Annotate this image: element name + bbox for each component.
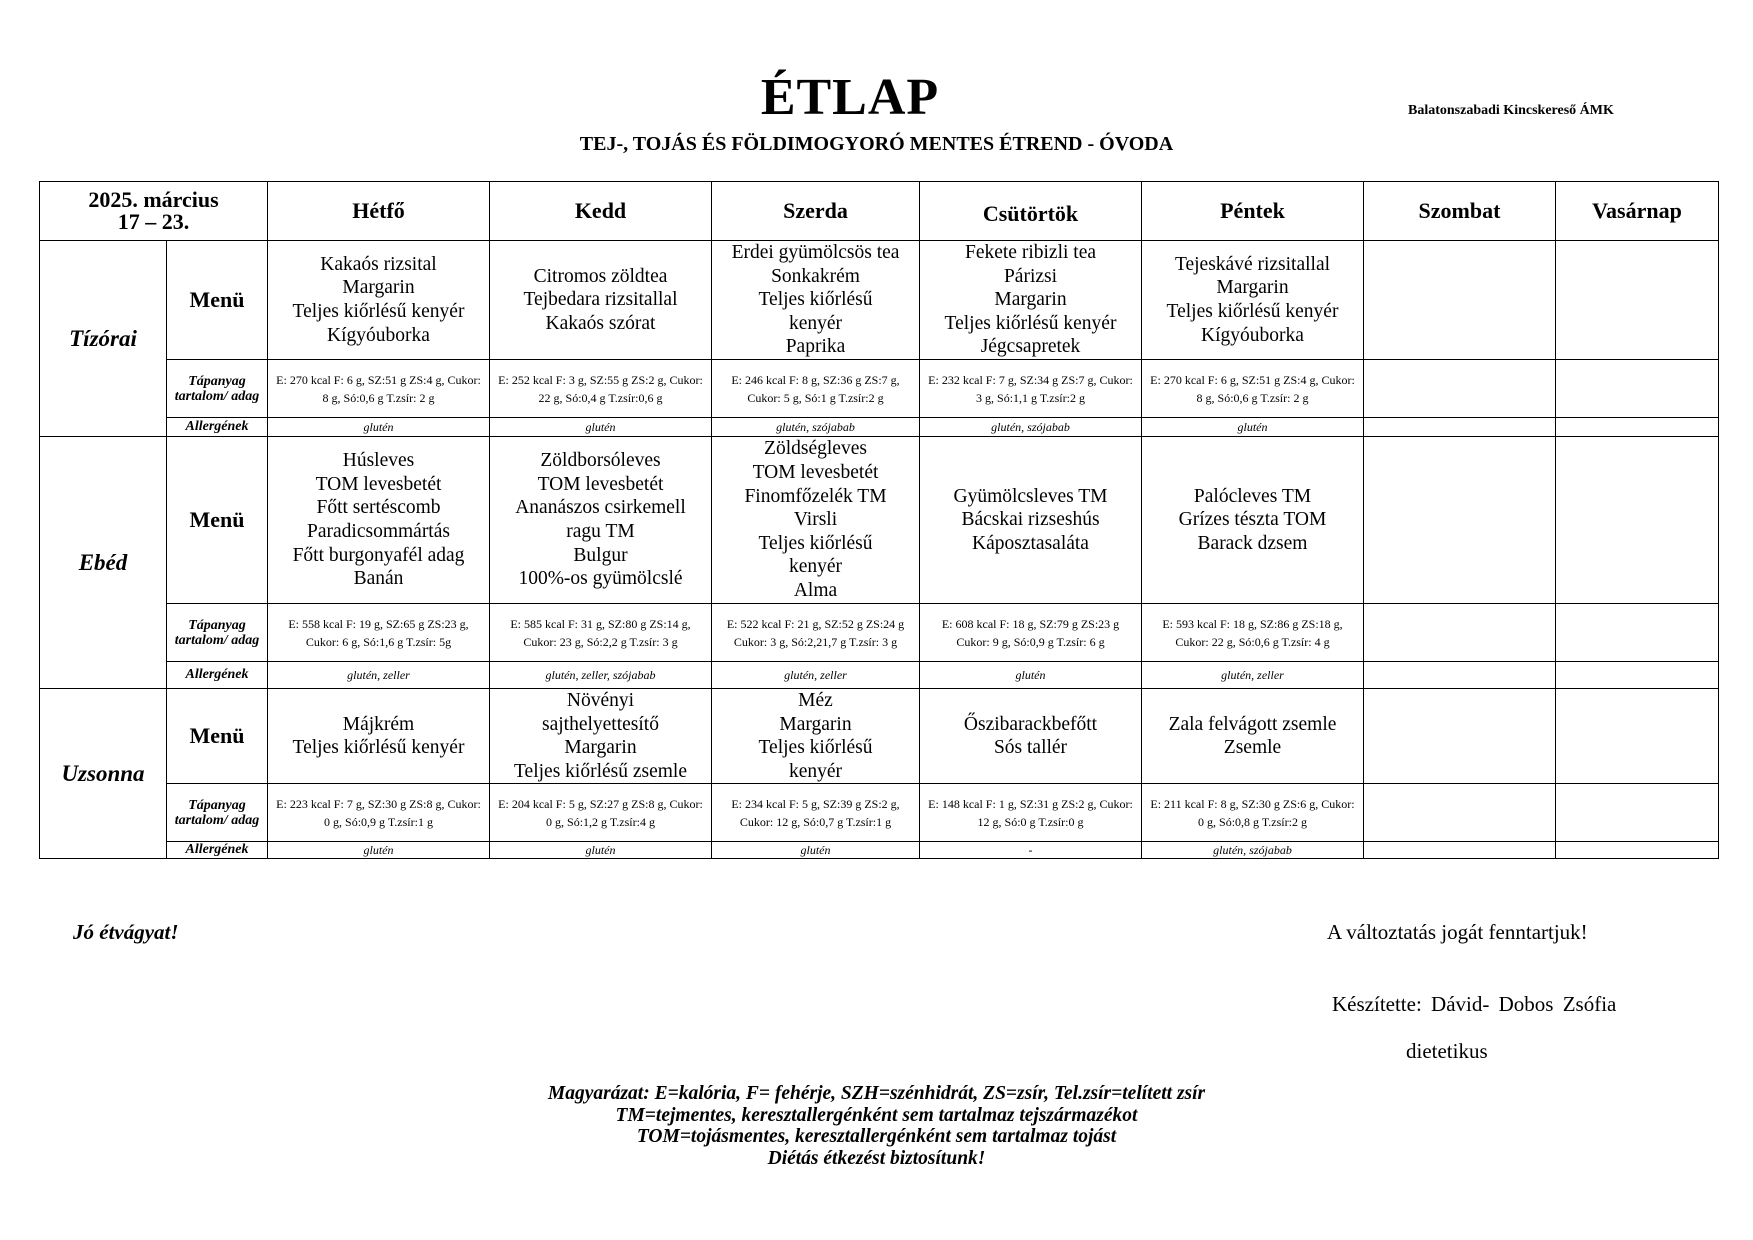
allergen-cell: glutén, szójabab: [1142, 842, 1364, 859]
date-range-cell: [40, 182, 268, 241]
menu-item: Bulgur: [573, 544, 628, 566]
menu-cell: [268, 689, 490, 784]
row-label-allergens: Allergének: [167, 662, 268, 689]
menu-item: TOM levesbetét: [537, 473, 664, 495]
menu-item: Tejeskávé rizsitallal: [1174, 253, 1331, 275]
allergen-cell: glutén, zeller: [712, 662, 920, 689]
menu-item: Margarin: [994, 289, 1067, 311]
menu-item: TOM levesbetét: [752, 462, 879, 484]
menu-cell: [268, 437, 490, 604]
nutrition-cell: E: 270 kcal F: 6 g, SZ:51 g ZS:4 g, Cukor: 8 g, Só:0,6 g T.zsír: 2 g: [268, 360, 490, 418]
menu-cell: [1364, 437, 1556, 604]
nutrition-cell: E: 270 kcal F: 6 g, SZ:51 g ZS:4 g, Cukor: 8 g, Só:0,6 g T.zsír: 2 g: [1142, 360, 1364, 418]
menu-item: Húsleves: [342, 450, 415, 472]
menu-item: Teljes kiőrlésű kenyér: [944, 312, 1117, 334]
allergen-cell: glutén: [1142, 418, 1364, 437]
legend-line: Magyarázat: E=kalória, F= fehérje, SZH=szénhidrát, ZS=zsír, Tel.zsír=telített zsír: [547, 1083, 1206, 1104]
menu-row: [40, 689, 1719, 784]
menu-item: sajthelyettesítő: [542, 713, 659, 735]
menu-item: Növényi: [566, 690, 635, 711]
nutrition-cell: [1364, 360, 1556, 418]
nutrition-cell: E: 522 kcal F: 21 g, SZ:52 g ZS:24 g Cukor: 3 g, Só:2,21,7 g T.zsír: 3 g: [712, 604, 920, 662]
legend: [0, 1083, 1753, 1169]
menu-item: Bácskai rizseshús: [961, 509, 1100, 531]
menu-item: Párizsi: [1003, 265, 1058, 287]
menu-item: Margarin: [564, 737, 637, 759]
allergen-cell: glutén, zeller, szójabab: [490, 662, 712, 689]
menu-item: Margarin: [1216, 277, 1289, 299]
menu-item: Palócleves TM: [1193, 485, 1312, 507]
allergen-cell: [1364, 418, 1556, 437]
menu-item: Fekete ribizli tea: [964, 242, 1097, 264]
nutrition-cell: E: 558 kcal F: 19 g, SZ:65 g ZS:23 g, Cukor: 6 g, Só:1,6 g T.zsír: 5g: [268, 604, 490, 662]
day-header-row: [40, 182, 1719, 241]
nutrition-row: [40, 360, 1719, 418]
menu-cell: [490, 689, 712, 784]
nutrition-cell: E: 232 kcal F: 7 g, SZ:34 g ZS:7 g, Cukor: 3 g, Só:1,1 g T.zsír:2 g: [920, 360, 1142, 418]
day-header: Szerda: [712, 182, 920, 241]
legend-line: TOM=tojásmentes, keresztallergénként sem tartalmaz tojást: [636, 1126, 1117, 1147]
author: Készítette: Dávid- Dobos Zsófia: [1332, 992, 1617, 1016]
menu-item: Főtt sertéscomb: [316, 497, 441, 519]
row-label-nutrition: Tápanyag tartalom/ adag: [167, 604, 268, 662]
greeting: Jó étvágyat!: [73, 920, 179, 944]
allergen-cell: glutén, szójabab: [712, 418, 920, 437]
meal-name: Ebéd: [40, 437, 167, 689]
menu-item: Sós tallér: [993, 737, 1068, 759]
menu-item: Teljes kiőrlésű kenyér: [292, 301, 465, 322]
allergen-cell: glutén, szójabab: [920, 418, 1142, 437]
menu-item: Kakaós szórat: [545, 312, 656, 334]
menu-item: kenyér: [788, 760, 843, 782]
legend-line: Diétás étkezést biztosítunk!: [767, 1147, 986, 1169]
menu-item: ragu TM: [566, 521, 635, 542]
nutrition-cell: E: 608 kcal F: 18 g, SZ:79 g ZS:23 g Cukor: 9 g, Só:0,9 g T.zsír: 6 g: [920, 604, 1142, 662]
menu-cell: [920, 689, 1142, 784]
row-label-nutrition: Tápanyag tartalom/ adag: [167, 784, 268, 842]
rights-notice: A változtatás jogát fenntartjuk!: [1327, 920, 1588, 944]
allergen-cell: glutén, zeller: [268, 662, 490, 689]
row-label-menu: Menü: [167, 689, 268, 784]
menu-item: Barack dzsem: [1197, 532, 1308, 554]
menu-item: Virsli: [793, 509, 838, 531]
nutrition-cell: E: 252 kcal F: 3 g, SZ:55 g ZS:2 g, Cukor: 22 g, Só:0,4 g T.zsír:0,6 g: [490, 360, 712, 418]
page-title: ÉTLAP: [760, 69, 940, 126]
menu-item: Teljes kiőrlésű: [758, 737, 873, 759]
menu-item: Teljes kiőrlésű zsemle: [514, 760, 687, 782]
allergen-row: [40, 418, 1719, 437]
menu-item: Teljes kiőrlésű: [758, 532, 873, 554]
menu-cell: [1556, 689, 1719, 784]
menu-cell: [920, 437, 1142, 604]
menu-cell: [490, 241, 712, 360]
menu-item: Sonkakrém: [771, 265, 860, 287]
allergen-cell: [1556, 418, 1719, 437]
menu-table-body: [40, 182, 1719, 859]
allergen-cell: glutén: [490, 418, 712, 437]
menu-cell: [1364, 689, 1556, 784]
nutrition-cell: [1556, 784, 1719, 842]
day-header: Szombat: [1364, 182, 1556, 241]
nutrition-cell: [1364, 604, 1556, 662]
meal-name: Tízórai: [40, 241, 167, 437]
menu-cell: [1364, 241, 1556, 360]
page-subtitle: TEJ-, TOJÁS ÉS FÖLDIMOGYORÓ MENTES ÉTREND - ÓVODA: [579, 133, 1174, 155]
row-label-menu: Menü: [167, 437, 268, 604]
menu-row: [40, 241, 1719, 360]
allergen-row: [40, 662, 1719, 689]
allergen-cell: [1364, 662, 1556, 689]
menu-item: Margarin: [342, 277, 415, 299]
menu-item: Méz: [798, 690, 833, 711]
menu-item: 100%-os gyümölcslé: [518, 568, 683, 590]
menu-cell: [1556, 437, 1719, 604]
nutrition-cell: E: 234 kcal F: 5 g, SZ:39 g ZS:2 g, Cukor: 12 g, Só:0,7 g T.zsír:1 g: [712, 784, 920, 842]
menu-cell: [490, 437, 712, 604]
nutrition-cell: E: 585 kcal F: 31 g, SZ:80 g ZS:14 g, Cukor: 23 g, Só:2,2 g T.zsír: 3 g: [490, 604, 712, 662]
menu-item: Margarin: [779, 713, 852, 735]
menu-item: Paprika: [785, 336, 846, 358]
menu-item: kenyér: [788, 312, 843, 334]
nutrition-row: [40, 604, 1719, 662]
legend-line: TM=tejmentes, keresztallergénként sem tartalmaz tejszármazékot: [615, 1104, 1138, 1126]
meal-name: Uzsonna: [40, 689, 167, 859]
menu-item: Teljes kiőrlésű kenyér: [292, 737, 465, 759]
allergen-cell: [1556, 842, 1719, 859]
row-label-allergens: Allergének: [167, 418, 268, 437]
nutrition-cell: E: 211 kcal F: 8 g, SZ:30 g ZS:6 g, Cukor: 0 g, Só:0,8 g T.zsír:2 g: [1142, 784, 1364, 842]
nutrition-cell: E: 223 kcal F: 7 g, SZ:30 g ZS:8 g, Cukor: 0 g, Só:0,9 g T.zsír:1 g: [268, 784, 490, 842]
row-label-menu: Menü: [167, 241, 268, 360]
allergen-cell: glutén: [712, 842, 920, 859]
menu-item: Paradicsommártás: [307, 521, 450, 542]
date-range-line-2: 17 – 23.: [117, 209, 190, 234]
nutrition-cell: [1556, 604, 1719, 662]
menu-cell: [1142, 437, 1364, 604]
nutrition-cell: [1556, 360, 1719, 418]
menu-item: Kakaós rizsital: [320, 253, 437, 275]
menu-item: TOM levesbetét: [315, 473, 442, 495]
nutrition-cell: E: 148 kcal F: 1 g, SZ:31 g ZS:2 g, Cukor: 12 g, Só:0 g T.zsír:0 g: [920, 784, 1142, 842]
menu-item: Ananászos csirkemell: [515, 497, 686, 519]
allergen-row: [40, 842, 1719, 859]
menu-cell: [712, 689, 920, 784]
nutrition-cell: [1364, 784, 1556, 842]
allergen-cell: glutén: [268, 418, 490, 437]
menu-item: Grízes tészta TOM: [1178, 509, 1327, 531]
allergen-cell: [1364, 842, 1556, 859]
menu-item: Őszibarackbefőtt: [963, 713, 1098, 735]
menu-item: Erdei gyümölcsös tea: [731, 242, 900, 264]
date-range-line-1: 2025. március: [88, 187, 219, 212]
author-role: dietetikus: [1406, 1039, 1488, 1063]
allergen-cell: -: [920, 842, 1142, 859]
menu-item: kenyér: [788, 556, 843, 578]
menu-cell: [1142, 241, 1364, 360]
allergen-cell: glutén, zeller: [1142, 662, 1364, 689]
day-header: Csütörtök: [920, 182, 1142, 241]
row-label-allergens: Allergének: [167, 842, 268, 859]
institution-name: Balatonszabadi Kincskereső ÁMK: [1408, 103, 1614, 118]
allergen-cell: glutén: [490, 842, 712, 859]
menu-cell: [712, 241, 920, 360]
day-header: Vasárnap: [1556, 182, 1719, 241]
menu-item: Zöldségleves: [764, 438, 867, 460]
nutrition-row: [40, 784, 1719, 842]
menu-item: Zsemle: [1223, 737, 1282, 759]
menu-item: Májkrém: [342, 713, 415, 735]
day-header: Péntek: [1142, 182, 1364, 241]
menu-table: [39, 181, 1719, 859]
nutrition-cell: E: 204 kcal F: 5 g, SZ:27 g ZS:8 g, Cukor: 0 g, Só:1,2 g T.zsír:4 g: [490, 784, 712, 842]
menu-item: Finomfőzelék TM: [744, 485, 887, 507]
menu-cell: [920, 241, 1142, 360]
allergen-cell: glutén: [920, 662, 1142, 689]
menu-item: Gyümölcsleves TM: [953, 485, 1108, 507]
menu-item: Citromos zöldtea: [533, 265, 668, 287]
menu-item: Kígyóuborka: [1201, 324, 1304, 346]
menu-row: [40, 437, 1719, 604]
row-label-nutrition: Tápanyag tartalom/ adag: [167, 360, 268, 418]
allergen-cell: glutén: [268, 842, 490, 859]
menu-item: Zöldborsóleves: [540, 450, 661, 472]
menu-item: Alma: [793, 579, 838, 601]
menu-item: Kígyóuborka: [327, 324, 430, 346]
menu-item: Jégcsapretek: [980, 336, 1081, 358]
menu-item: Főtt burgonyafél adag: [292, 544, 465, 566]
menu-cell: [268, 241, 490, 360]
menu-item: Tejbedara rizsitallal: [523, 289, 678, 311]
nutrition-cell: E: 246 kcal F: 8 g, SZ:36 g ZS:7 g, Cukor: 5 g, Só:1 g T.zsír:2 g: [712, 360, 920, 418]
menu-item: Zala felvágott zsemle: [1168, 713, 1337, 735]
menu-item: Banán: [353, 568, 404, 590]
menu-cell: [1142, 689, 1364, 784]
day-header: Kedd: [490, 182, 712, 241]
menu-item: Teljes kiőrlésű: [758, 289, 873, 311]
allergen-cell: [1556, 662, 1719, 689]
menu-cell: [712, 437, 920, 604]
day-header: Hétfő: [268, 182, 490, 241]
menu-cell: [1556, 241, 1719, 360]
menu-item: Teljes kiőrlésű kenyér: [1166, 301, 1339, 322]
nutrition-cell: E: 593 kcal F: 18 g, SZ:86 g ZS:18 g, Cukor: 22 g, Só:0,6 g T.zsír: 4 g: [1142, 604, 1364, 662]
menu-item: Káposztasaláta: [972, 532, 1089, 554]
